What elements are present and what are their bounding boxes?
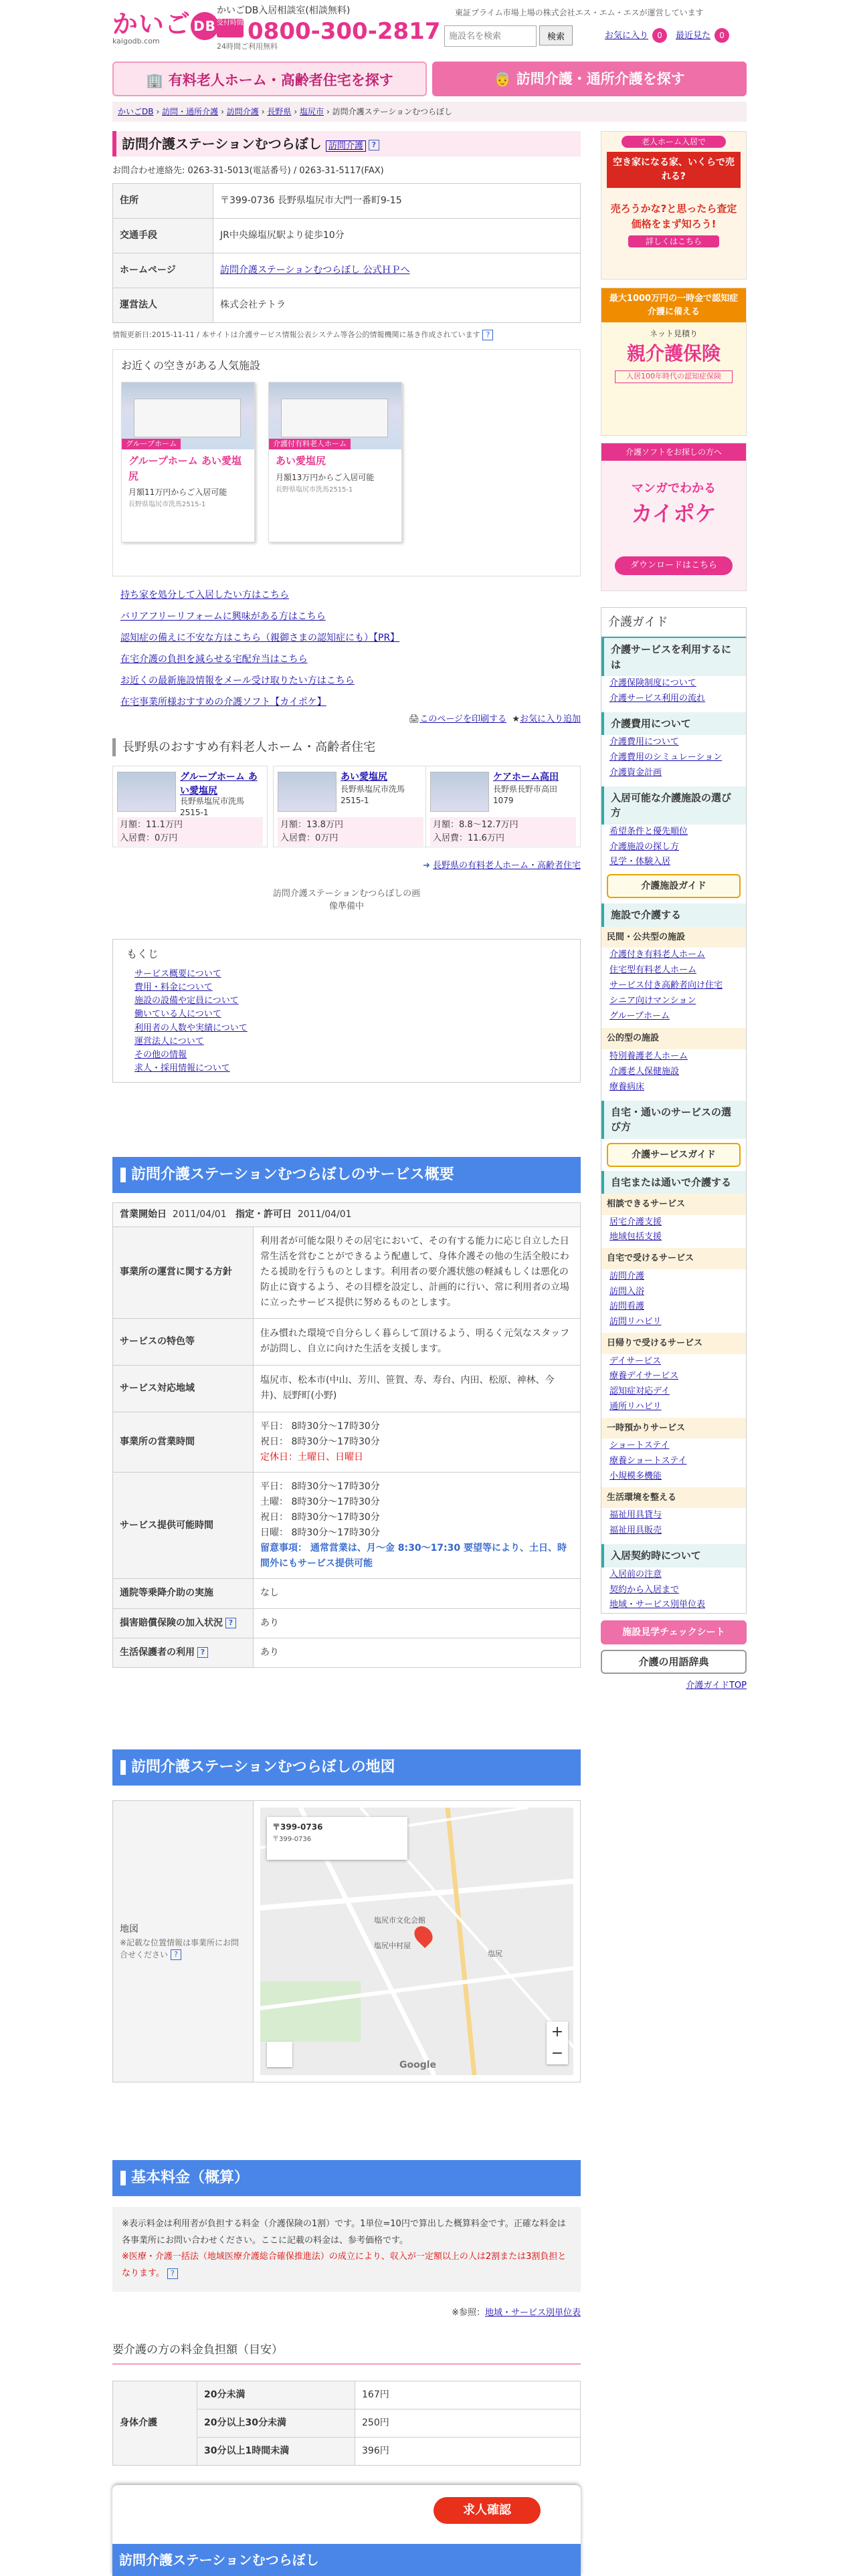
- logo-sub: kaigodb.com: [112, 37, 160, 45]
- row-key: [113, 1608, 254, 1638]
- recommend-address: 長野県塩尻市洗馬2515-1: [180, 796, 245, 817]
- entry-fee: 入居費：0万円: [280, 833, 339, 843]
- hours-line: 平日： 8時30分〜17時30分: [260, 1420, 380, 1432]
- row-value: あり: [254, 1608, 581, 1638]
- map-note-text: ※記載な位置情報は事業所にお問合せください: [120, 1937, 240, 1959]
- row-key-text: 生活保護者の利用: [120, 1646, 195, 1658]
- search-button[interactable]: 検索: [539, 25, 573, 45]
- guide-heading: 自宅または通いで介護する: [601, 1171, 746, 1194]
- guide-link[interactable]: デイサービス: [609, 1356, 662, 1366]
- page-title: [112, 131, 581, 156]
- guide-link[interactable]: 療養ショートステイ: [609, 1456, 687, 1467]
- help-icon[interactable]: ?: [197, 1647, 208, 1658]
- card-price: 月額11万円からご入居可能: [128, 488, 227, 497]
- row-value: 住み慣れた環境で自分らしく暮らして頂けるよう、明るく元気なスタッフが訪問し、自立に向けた生活を支援します。: [254, 1318, 581, 1365]
- breadcrumb: かいごDB › 訪問・通所介護 › 訪問介護 › 長野県 › 塩尻市 › 訪問介護ステーションむつらぼし: [112, 102, 747, 122]
- guide-link[interactable]: 見学・体験入居: [609, 857, 671, 867]
- arrow-icon: ➜: [422, 861, 433, 871]
- recommend-more: [112, 859, 581, 873]
- guide-link[interactable]: グループホーム: [609, 1010, 670, 1021]
- row-key: 運営法人: [113, 288, 213, 322]
- fee-subtitle: 要介護の方の料金負担額（目安）: [112, 2342, 581, 2365]
- map-note: [120, 1937, 246, 1961]
- fee-section: [112, 2160, 581, 2466]
- row-value: なし: [254, 1579, 581, 1608]
- google-logo: Google: [399, 2060, 437, 2070]
- google-map[interactable]: [260, 1808, 573, 2075]
- toc-link[interactable]: 運営法人について: [134, 1036, 204, 1047]
- tel-hours-box: 受付時間: [217, 19, 244, 37]
- fee-note: ※表示料金は利用者が負担する料金（介護保険の1割）です。1単位=10円で算出した概算料金です。正確な料金は各事業所にお問い合わせください。ここに記載の料金は、参考価格です。: [122, 2219, 566, 2246]
- row-key-text: 損害賠償保険の加入状況: [120, 1617, 223, 1628]
- guide-link[interactable]: 地域包括支援: [609, 1232, 662, 1243]
- banner-text: 介護ソフトをお探しの方へ: [601, 443, 746, 461]
- toc-link[interactable]: サービス概要について: [134, 969, 221, 979]
- card-address: 長野県塩尻市洗馬2515-1: [276, 486, 353, 494]
- logo-text: かいご: [112, 9, 191, 39]
- update-note: [112, 330, 581, 341]
- guide-link[interactable]: 小規模多機能: [609, 1471, 662, 1482]
- guide-link[interactable]: 通所リハビリ: [609, 1402, 662, 1412]
- recommend-price: [278, 817, 423, 846]
- guide-heading: 入居契約時について: [601, 1544, 746, 1568]
- recommend-title: 長野県のおすすめ有料老人ホーム・高齢者住宅: [112, 738, 581, 756]
- entry-fee: 入居費：0万円: [120, 833, 178, 843]
- tab-label: 訪問介護・通所介護を探す: [516, 71, 685, 87]
- zoom-out-icon[interactable]: −: [551, 2045, 564, 2062]
- tel-note: 24時間ご利用無料: [217, 42, 278, 51]
- table-row: [113, 1365, 581, 1412]
- nearby-title: お近くの空きがある人気施設: [121, 359, 261, 372]
- hours-line: 祝日： 8時30分〜17時30分: [260, 1436, 380, 1447]
- guide-link[interactable]: 訪問介護: [609, 1271, 645, 1281]
- facility-photo: [122, 383, 254, 449]
- banner-text: マンガでわかる: [632, 481, 716, 496]
- row-value: 塩尻市、松本市(中山、芳川、笹賀、寿、寿台、内田、松原、神林、今井)、辰野町(小野): [254, 1365, 581, 1412]
- table-row: [113, 1227, 581, 1318]
- guide-link[interactable]: 居宅介護支援: [609, 1216, 662, 1227]
- zoom-in-icon[interactable]: +: [551, 2024, 564, 2040]
- guide-link[interactable]: 地域・サービス別単位表: [609, 1600, 706, 1610]
- guide-subheading: 日帰りで受けるサービス: [601, 1333, 746, 1354]
- promo-link[interactable]: 在宅事業所様おすすめの介護ソフト【カイポケ】: [120, 697, 326, 708]
- promo-link[interactable]: 認知症の備えに不安な方はこちら（親御さまの認知症にも）【PR】: [120, 633, 400, 643]
- guide-link[interactable]: 特別養護老人ホーム: [609, 1051, 688, 1061]
- svc-note: 留意事項： 通常営業は、月〜金 8:30〜17:30 要望等により、土日、時間外にもサービス提供可能: [260, 1543, 567, 1570]
- row-key: サービス提供可能時間: [113, 1472, 254, 1579]
- map-cell: [254, 1801, 581, 2082]
- main-content: [112, 165, 581, 340]
- guide-link[interactable]: 契約から入居まで: [609, 1584, 680, 1595]
- sticky-bottom-bar: [112, 2485, 581, 2576]
- facility-name: 訪問介護ステーションむつらぼし: [122, 136, 322, 152]
- row-key: [113, 1638, 254, 1667]
- add-favorite-link[interactable]: お気に入り追加: [519, 714, 581, 724]
- guide-link[interactable]: 訪問看護: [609, 1301, 645, 1312]
- guide-link[interactable]: 介護資金計画: [609, 767, 662, 778]
- guide-heading: 介護費用について: [601, 712, 746, 736]
- nearby-card[interactable]: [268, 382, 402, 542]
- facility-info-table: [112, 183, 581, 323]
- breadcrumb-item[interactable]: 訪問・通所介護: [162, 107, 219, 116]
- guide-title: [601, 608, 746, 638]
- map-type-button[interactable]: [267, 2042, 292, 2067]
- guide-link[interactable]: 入居前の注意: [609, 1569, 662, 1580]
- service-tag[interactable]: 訪問介護: [326, 140, 366, 152]
- map-label: 地図: [120, 1923, 138, 1935]
- care-guide: [601, 607, 747, 1614]
- ref-link[interactable]: 地域・サービス別単位表: [484, 2307, 581, 2318]
- print-icon: 🖨: [408, 714, 420, 724]
- tab-label: 有料老人ホーム・高齢者住宅を探す: [168, 72, 393, 88]
- fee-ref: [112, 2306, 581, 2320]
- monthly-price: 月額：8.8〜12.7万円: [433, 820, 518, 830]
- row-key: [113, 1801, 254, 2082]
- guide-subheading: 民間・公共型の施設: [601, 927, 746, 948]
- map-place: 塩尻市文化会館: [374, 1916, 425, 1925]
- table-row: [113, 1318, 581, 1365]
- designate-label: 指定・許可日: [235, 1209, 292, 1220]
- toc-title: もくじ: [126, 948, 159, 960]
- banner-text: 入居100年時代の認知症保険: [615, 370, 733, 383]
- fee-key: 20分未満: [197, 2381, 355, 2409]
- promo-links: [112, 588, 581, 717]
- guide-subheading: 相談できるサービス: [601, 1194, 746, 1215]
- table-row: [113, 2381, 581, 2409]
- guide-link[interactable]: 訪問入浴: [609, 1286, 645, 1297]
- guide-link[interactable]: 福祉用具販売: [609, 1525, 662, 1536]
- designate-date: 2011/04/01: [297, 1209, 352, 1220]
- checklist-button[interactable]: 施設見学チェックシート: [601, 1620, 747, 1644]
- toc-link[interactable]: 求人・採用情報について: [134, 1063, 230, 1073]
- facility-photo: [430, 772, 489, 812]
- table-row: [113, 1472, 581, 1579]
- row-value: あり: [254, 1638, 581, 1667]
- recommend-item[interactable]: [273, 766, 428, 847]
- card-label: 介護付有料老人ホーム: [269, 439, 351, 450]
- map-popup: [267, 1817, 407, 1860]
- row-value: 利用者が可能な限りその居宅において、その有する能力に応じ自立した日常生活を営むことができるよう配慮して、身体介護その他の生活全般にわたる援助を行うものとします。利用者の要介護状態の軽減もしくは悪化の防止に資するよう、その目標を設定し、計画的に行い、常に利用者の立場に立ったサービス提供に努めるものとします。: [254, 1227, 581, 1318]
- row-key: 通院等乗降介助の実施: [113, 1579, 254, 1608]
- building-icon: 🏢: [146, 72, 169, 88]
- row-value: 株式会社テトラ: [213, 288, 581, 322]
- banner-text: 老人ホーム入居で: [622, 136, 726, 148]
- guide-link[interactable]: 福祉用具貸与: [609, 1510, 662, 1521]
- toc-link[interactable]: 費用・料金について: [134, 982, 213, 993]
- guide-heading: 施設で介護する: [601, 903, 746, 927]
- table-row: [113, 1608, 581, 1638]
- print-link[interactable]: このページを印刷する: [419, 714, 507, 724]
- guide-subheading: 一時預かりサービス: [601, 1418, 746, 1439]
- facility-photo: [269, 383, 401, 449]
- table-row: [113, 1638, 581, 1667]
- fee-key: 20分以上30分未満: [197, 2409, 355, 2437]
- guide-link[interactable]: シニア向けマンション: [609, 995, 696, 1006]
- sidebar: [601, 131, 747, 1693]
- favorites-label: お気に入り: [605, 31, 649, 41]
- banner-text: ネット見積り: [649, 329, 698, 338]
- svc-line: 祝日： 8時30分〜17時30分: [260, 1512, 380, 1523]
- guide-link[interactable]: 認知症対応デイ: [609, 1386, 670, 1397]
- breadcrumb-item[interactable]: 長野県: [267, 107, 292, 116]
- facility-photo: [117, 772, 176, 812]
- fee-title: 基本料金（概算）: [112, 2160, 581, 2196]
- guide-heading: 自宅・通いのサービスの選び方: [601, 1101, 746, 1139]
- logo-badge: DB: [191, 12, 219, 40]
- page-actions: [112, 713, 581, 726]
- fee-note-text: ※医療・介護一括法（地域医療介護総合確保推進法）の成立により、収入が一定額以上の人は2割または3割負担となります。: [122, 2252, 567, 2279]
- recent-link[interactable]: [676, 28, 729, 43]
- guide-top-link[interactable]: 介護ガイドTOP: [686, 1681, 747, 1691]
- row-key: 事業所の営業時間: [113, 1412, 254, 1472]
- recommend-address: 長野県塩尻市洗馬2515-1: [341, 784, 405, 805]
- tel-label: かいごDB入居相談室(相談無料): [217, 5, 351, 16]
- banner-insurance[interactable]: [601, 288, 747, 436]
- help-icon[interactable]: ?: [167, 2268, 178, 2279]
- monthly-price: 月額：13.8万円: [280, 820, 343, 830]
- banner-button[interactable]: ダウンロードはこちら: [615, 556, 733, 575]
- row-value: [254, 1412, 581, 1472]
- banner-button[interactable]: 詳しくはこちら: [628, 235, 719, 247]
- start-label: 営業開始日: [120, 1209, 167, 1220]
- banner-text: 売ろうかな?と思ったら査定価格をまず知ろう!: [610, 203, 737, 230]
- table-row: [113, 218, 581, 253]
- guide-link[interactable]: サービス付き高齢者向け住宅: [609, 980, 723, 990]
- banner-real-estate[interactable]: [601, 131, 747, 280]
- promo-link[interactable]: お近くの最新施設情報をメール受け取りたい方はこちら: [120, 675, 355, 686]
- overview-title: 訪問介護ステーションむつらぼしのサービス概要: [112, 1157, 581, 1193]
- ref-label: ※参照：: [452, 2307, 485, 2318]
- glossary-button[interactable]: 介護の用語辞典: [601, 1650, 747, 1674]
- guide-link[interactable]: 介護費用について: [609, 737, 679, 748]
- table-row: [113, 183, 581, 218]
- recommend-address: 長野県長野市高田1079: [493, 784, 558, 805]
- star-icon: ★: [512, 714, 520, 724]
- fee-notes: [112, 2207, 581, 2292]
- breadcrumb-item[interactable]: かいごDB: [118, 107, 154, 116]
- corp-note: 東証プライム市場上場の株式会社エス・エム・エスが運営しています: [455, 8, 704, 17]
- recommend-price: [117, 817, 263, 846]
- tab-home-care[interactable]: [432, 62, 747, 96]
- overview-table: [112, 1202, 581, 1668]
- person-icon: 👵: [494, 71, 516, 87]
- fee-group: 身体介護: [113, 2381, 197, 2465]
- card-address: 長野県塩尻市洗馬2515-1: [128, 501, 206, 508]
- table-row: [113, 1801, 581, 2082]
- guide-heading: 介護サービスを利用するには: [601, 638, 746, 676]
- help-icon[interactable]: ?: [171, 1949, 181, 1960]
- recommend-name[interactable]: あい愛塩尻: [341, 772, 387, 782]
- fee-value: 396円: [355, 2437, 581, 2465]
- breadcrumb-item[interactable]: 塩尻市: [300, 107, 324, 116]
- svc-line: 土曜： 8時30分〜17時30分: [260, 1496, 380, 1507]
- bottom-facility-name: 訪問介護ステーションむつらぼし: [112, 2544, 581, 2576]
- breadcrumb-current: 訪問介護ステーションむつらぼし: [332, 107, 452, 116]
- guide-link[interactable]: 介護付き有料老人ホーム: [609, 950, 706, 960]
- guide-link[interactable]: ショートステイ: [609, 1440, 670, 1451]
- table-row: [113, 1579, 581, 1608]
- nearby-card[interactable]: [121, 382, 255, 542]
- zoom-control[interactable]: [547, 2022, 568, 2064]
- update-text: 情報更新日:2015-11-11 / 本サイトは介護サービス情報公表システム等各公的情報機関に基き作成されています: [112, 330, 480, 339]
- card-price: 月額13万円からご入居可能: [276, 472, 375, 482]
- favorites-count: 0: [652, 28, 667, 43]
- recommend-name[interactable]: ケアホーム高田: [493, 772, 559, 782]
- entry-fee: 入居費：11.6万円: [433, 833, 504, 843]
- row-key: サービスの特色等: [113, 1318, 254, 1365]
- help-icon[interactable]: ?: [225, 1618, 236, 1628]
- row-value: JR中央線塩尻駅より徒歩10分: [213, 218, 581, 253]
- row-value: 〒399-0736 長野県塩尻市大門一番町9-15: [213, 183, 581, 218]
- holiday-line: 定休日：土曜日、日曜日: [260, 1451, 363, 1463]
- row-key: 交通手段: [113, 218, 213, 253]
- svc-line: 平日： 8時30分〜17時30分: [260, 1481, 380, 1492]
- promo-link[interactable]: 在宅介護の負担を減らせる宅配弁当はこちら: [120, 654, 308, 665]
- recommend-name[interactable]: グループホーム あい愛塩尻: [180, 772, 258, 796]
- image-placeholder: 訪問介護ステーションむつらぼしの画像準備中: [272, 888, 421, 911]
- svc-line: 日曜： 8時30分〜17時30分: [260, 1527, 380, 1539]
- homepage-link[interactable]: 訪問介護ステーションむつらぼし 公式ＨＰへ: [220, 264, 410, 276]
- toc: [112, 939, 581, 1083]
- promo-link[interactable]: バリアフリーリフォームに興味がある方はこちら: [120, 611, 326, 622]
- map-title: 訪問介護ステーションむつらぼしの地図: [112, 1749, 581, 1786]
- help-icon[interactable]: ?: [369, 140, 379, 150]
- card-name: グループホーム あい愛塩尻: [128, 455, 242, 482]
- toc-link[interactable]: 施設の設備や定員について: [134, 996, 239, 1006]
- banner-text: 親介護保険: [626, 342, 721, 364]
- guide-heading: 入居可能な介護施設の選び方: [601, 786, 746, 825]
- recommend-price: [430, 817, 576, 846]
- tab-nursing-homes[interactable]: [112, 62, 427, 96]
- recent-count: 0: [714, 28, 729, 43]
- map-table: [112, 1800, 581, 2082]
- breadcrumb-item[interactable]: 訪問介護: [226, 107, 259, 116]
- guide-link[interactable]: 希望条件と優先順位: [609, 826, 688, 837]
- card-label: グループホーム: [122, 439, 181, 450]
- start-date: 2011/04/01: [172, 1209, 227, 1220]
- row-value: [213, 253, 581, 288]
- table-row: [113, 1203, 581, 1227]
- banner-kaipoke[interactable]: [601, 443, 747, 591]
- card-name: あい愛塩尻: [276, 455, 326, 467]
- toc-link[interactable]: 働いている人について: [134, 1009, 221, 1020]
- guide-link[interactable]: 介護施設の探し方: [609, 841, 680, 852]
- guide-link[interactable]: 療養デイサービス: [609, 1371, 679, 1382]
- guide-link[interactable]: 訪問リハビリ: [609, 1317, 662, 1327]
- contact-line: お問合わせ連絡先: 0263-31-5013(電話番号) / 0263-31-5117(FAX): [112, 166, 384, 176]
- service-guide-button[interactable]: 介護サービスガイド: [607, 1143, 741, 1167]
- banner-text: 最大1000万円の一時金で認知症介護に備える: [601, 288, 746, 322]
- table-row: [113, 1412, 581, 1472]
- map-place: 塩尻中村屋: [374, 1941, 411, 1950]
- map-place: 塩尻: [488, 1949, 502, 1958]
- favorites-link[interactable]: [605, 28, 667, 43]
- recent-label: 最近見た: [676, 31, 711, 41]
- guide-link[interactable]: 療養病床: [609, 1081, 645, 1092]
- search-input[interactable]: [444, 25, 537, 47]
- guide-subheading: 公的型の施設: [601, 1028, 746, 1049]
- popup-line: 〒399-0736: [272, 1835, 312, 1843]
- facility-guide-button[interactable]: 介護施設ガイド: [607, 874, 741, 898]
- fee-note-red: [122, 2249, 571, 2282]
- overview-section: [112, 1157, 581, 1668]
- row-key: ホームページ: [113, 253, 213, 288]
- nearby-section: [112, 349, 581, 576]
- table-row: [113, 288, 581, 322]
- recommend-section: [112, 738, 581, 914]
- banner-text: カイポケ: [631, 501, 717, 526]
- job-check-button[interactable]: 求人確認: [434, 2497, 541, 2524]
- fee-key: 30分以上1時間未満: [197, 2437, 355, 2465]
- guide-link[interactable]: 介護費用のシミュレーション: [609, 752, 723, 763]
- help-icon[interactable]: ?: [482, 330, 493, 340]
- guide-subheading: 生活環境を整える: [601, 1487, 746, 1509]
- banner-text: 空き家になる家、いくらで売れる?: [607, 152, 741, 188]
- guide-link[interactable]: 介護老人保健施設: [609, 1066, 680, 1077]
- row-key: サービス対応地域: [113, 1365, 254, 1412]
- monthly-price: 月額：11.1万円: [120, 820, 183, 830]
- facility-photo: [278, 772, 337, 812]
- tel-number[interactable]: 0800-300-2817: [248, 18, 441, 45]
- toc-link[interactable]: その他の情報: [134, 1049, 187, 1060]
- guide-link[interactable]: 住宅型有料老人ホーム: [609, 965, 697, 976]
- fee-table: [112, 2381, 581, 2466]
- row-value: [254, 1472, 581, 1579]
- guide-link[interactable]: 介護サービス利用の流れ: [609, 693, 706, 704]
- fee-value: 167円: [355, 2381, 581, 2409]
- guide-subheading: 自宅で受けるサービス: [601, 1248, 746, 1269]
- guide-link[interactable]: 介護保険制度について: [609, 678, 696, 688]
- recommend-more-link[interactable]: 長野県の有料老人ホーム・高齢者住宅: [432, 861, 581, 871]
- toc-link[interactable]: 利用者の人数や実績について: [134, 1023, 248, 1033]
- popup-line: 〒399-0736: [272, 1822, 323, 1832]
- recommend-item[interactable]: [112, 766, 268, 847]
- guide-title-text: 介護ガイド: [608, 615, 668, 629]
- guide-top: [601, 1679, 747, 1693]
- promo-link[interactable]: 持ち家を処分して入居したい方はこちら: [120, 590, 289, 601]
- map-section: [112, 1749, 581, 2082]
- fee-value: 250円: [355, 2409, 581, 2437]
- recommend-item[interactable]: [425, 766, 581, 847]
- row-key: 事業所の運営に関する方針: [113, 1227, 254, 1318]
- table-row: [113, 253, 581, 288]
- row-key: 住所: [113, 183, 213, 218]
